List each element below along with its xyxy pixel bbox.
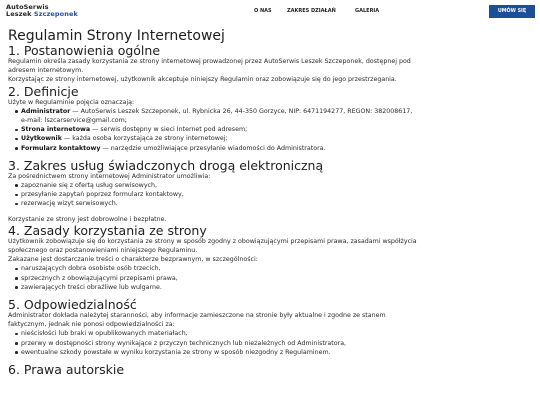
top-navbar: [0, 0, 540, 24]
definition-desc: — narzędzie umożliwiające przesyłanie wiadomości do Administratora.: [100, 144, 326, 152]
section-heading-5: 5. Odpowiedzialność: [8, 297, 137, 313]
paragraph: Za pośrednictwem strony internetowej Administrator umożliwia:: [8, 172, 211, 180]
paragraph: Użytkownik zobowiązuje się do korzystania ze strony w sposób zgodny z obowiązującymi przepisami prawa, zasadami współżycia społecznego oraz postanowieniami niniejszego Regulaminu.: [8, 237, 417, 255]
nav-link-zakres-dzialan[interactable]: ZAKRES DZIAŁAŃ: [287, 8, 336, 14]
list-item: rezerwację wizyt serwisowych.: [15, 199, 418, 208]
page-title: Regulamin Strony Internetowej: [8, 28, 225, 44]
list-item: naruszających dobra osobiste osób trzecich,: [15, 264, 418, 273]
definition-term: Administrator: [21, 107, 71, 115]
list-item: [15, 125, 418, 134]
list-item: [15, 107, 418, 125]
paragraph: Korzystanie ze strony jest dobrowolne i bezpłatne.: [8, 215, 167, 223]
definition-desc: — serwis dostępny w sieci Internet pod adresem;: [90, 126, 248, 134]
logo-surname: Szczeponek: [33, 10, 78, 18]
list-item: zawierających treści obraźliwe lub wulgarne.: [15, 283, 418, 292]
list-item: sprzecznych z obowiązującymi przepisami prawa,: [15, 274, 418, 283]
section-heading-6: 6. Prawa autorskie: [8, 362, 125, 378]
regulations-content: [8, 28, 418, 376]
prohibited-content-list: [8, 264, 418, 292]
nav-link-o-nas[interactable]: O NAS: [254, 8, 272, 14]
list-item: ewentualne szkody powstałe w wyniku korzystania ze strony w sposób niezgodny z Regulaminem.: [15, 348, 418, 357]
list-item: przerwy w dostępności strony wynikające z przyczyn technicznych lub niezależnych od Administratora,: [15, 339, 418, 348]
section-heading-3: 3. Zakres usług świadczonych drogą elektroniczną: [8, 157, 324, 173]
brand-logo[interactable]: [6, 4, 78, 18]
logo-name: Leszek: [6, 10, 34, 18]
list-item: [15, 134, 418, 143]
logo-line-1: AutoSerwis: [6, 3, 49, 11]
definition-term: Formularz kontaktowy: [21, 144, 101, 152]
book-appointment-button[interactable]: UMÓW SIĘ: [489, 5, 535, 18]
definition-desc: — AutoSerwis Leszek Szczeponek, ul. Rybnicka 26, 44-350 Gorzyce, NIP: 6471194277, REGON: 382008617, e-mail: lszcarservice@gmail.com;: [21, 107, 413, 125]
paragraph: Korzystając ze strony internetowej, użytkownik akceptuje niniejszy Regulamin oraz zobowiązuje się do jego przestrzegania.: [8, 76, 397, 84]
paragraph: Administrator dokłada należytej staranności, aby informacje zamieszczone na stronie były aktualne i zgodne ze stanem faktycznym, jednak nie ponosi odpowiedzialności za:: [8, 312, 386, 329]
paragraph: Regulamin określa zasady korzystania ze strony internetowej prowadzonej przez AutoSerwis Leszek Szczeponek, dostępnej pod adresem internetowym.: [8, 58, 411, 75]
list-item: zapoznanie się z ofertą usług serwisowych,: [15, 181, 418, 190]
definition-term: Strona internetowa: [21, 126, 91, 134]
section-heading-1: 1. Postanowienia ogólne: [8, 43, 161, 58]
paragraph: Zakazane jest dostarczanie treści o charakterze bezprawnym, w szczególności:: [8, 256, 258, 264]
list-item: przesyłanie zapytań poprzez formularz kontaktowy,: [15, 190, 418, 199]
list-item: nieścisłości lub braki w opublikowanych materiałach,: [15, 329, 418, 338]
definitions-list: [8, 107, 418, 153]
services-list: [8, 181, 418, 209]
section-heading-4: 4. Zasady korzystania ze strony: [8, 222, 207, 238]
nav-link-galeria[interactable]: GALERIA: [355, 8, 380, 14]
liability-list: [8, 329, 418, 357]
section-heading-2: 2. Definicje: [8, 83, 79, 99]
list-item: [15, 144, 418, 153]
definition-term: Użytkownik: [21, 135, 62, 143]
paragraph: Użyte w Regulaminie pojęcia oznaczają:: [8, 98, 135, 106]
definition-desc: — każda osoba korzystająca ze strony internetowej;: [61, 135, 228, 143]
logo-line-2: [6, 11, 78, 18]
